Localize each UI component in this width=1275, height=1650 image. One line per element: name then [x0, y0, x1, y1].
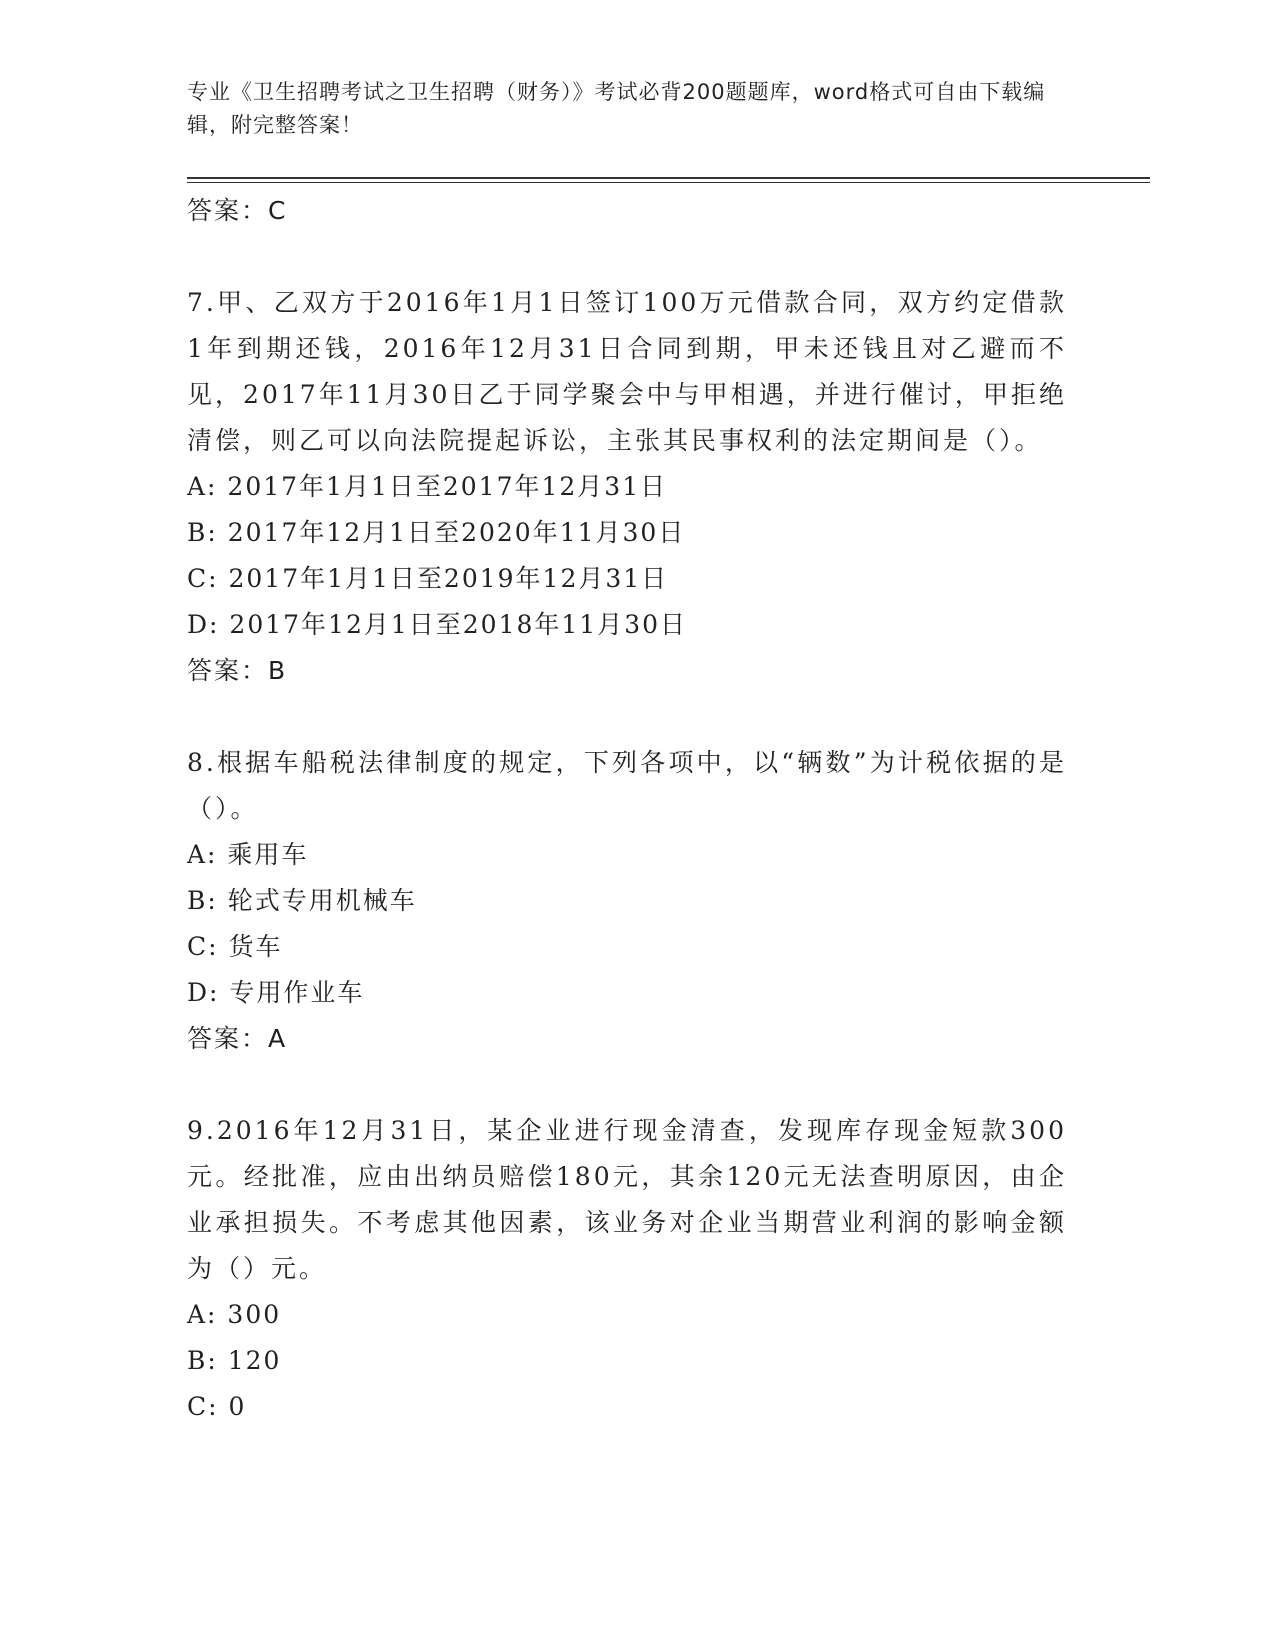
- option-c: C: 0: [187, 1392, 247, 1421]
- question-list: [187, 188, 1067, 1430]
- option-a: A: 300: [187, 1300, 282, 1329]
- question-7: 7.甲、乙双方于2016年1月1日签订100万元借款合同，双方约定借款1年到期还钱，2016年12月31日合同到期，甲未还钱且对乙避而不见，2017年11月30日乙于同学聚会中与甲相遇，并进行催讨，甲拒绝清偿，则乙可以向法院提起诉讼，主张其民事权利的法定期间是（）。: [187, 288, 1067, 455]
- option-d: D: 2017年12月1日至2018年11月30日: [187, 610, 688, 639]
- answer-line: 答案：A: [187, 1024, 288, 1053]
- header-divider-thick: [187, 177, 1150, 179]
- answer-line: 答案：B: [187, 656, 288, 685]
- document-header: 专业《卫生招聘考试之卫生招聘（财务）》考试必背200题题库，word格式可自由下载编辑，附完整答案！: [187, 80, 1046, 137]
- option-b: B: 2017年12月1日至2020年11月30日: [187, 518, 686, 547]
- option-a: A: 2017年1月1日至2017年12月31日: [187, 472, 668, 501]
- option-a: A: 乘用车: [187, 840, 309, 869]
- answer-line: 答案：C: [187, 196, 288, 225]
- option-c: C: 2017年1月1日至2019年12月31日: [187, 564, 669, 593]
- option-b: B: 轮式专用机械车: [187, 886, 417, 915]
- option-c: C: 货车: [187, 932, 283, 961]
- question-8: 8.根据车船税法律制度的规定，下列各项中，以“辆数”为计税依据的是（）。: [187, 748, 1067, 823]
- option-d: D: 专用作业车: [187, 978, 365, 1007]
- option-b: B: 120: [187, 1346, 282, 1375]
- question-9: 9.2016年12月31日，某企业进行现金清查，发现库存现金短款300元。经批准，应由出纳员赔偿180元，其余120元无法查明原因，由企业承担损失。不考虑其他因素，该业务对企业当期营业利润的影响金额为（）元。: [187, 1116, 1067, 1283]
- header-divider-thin: [187, 182, 1150, 183]
